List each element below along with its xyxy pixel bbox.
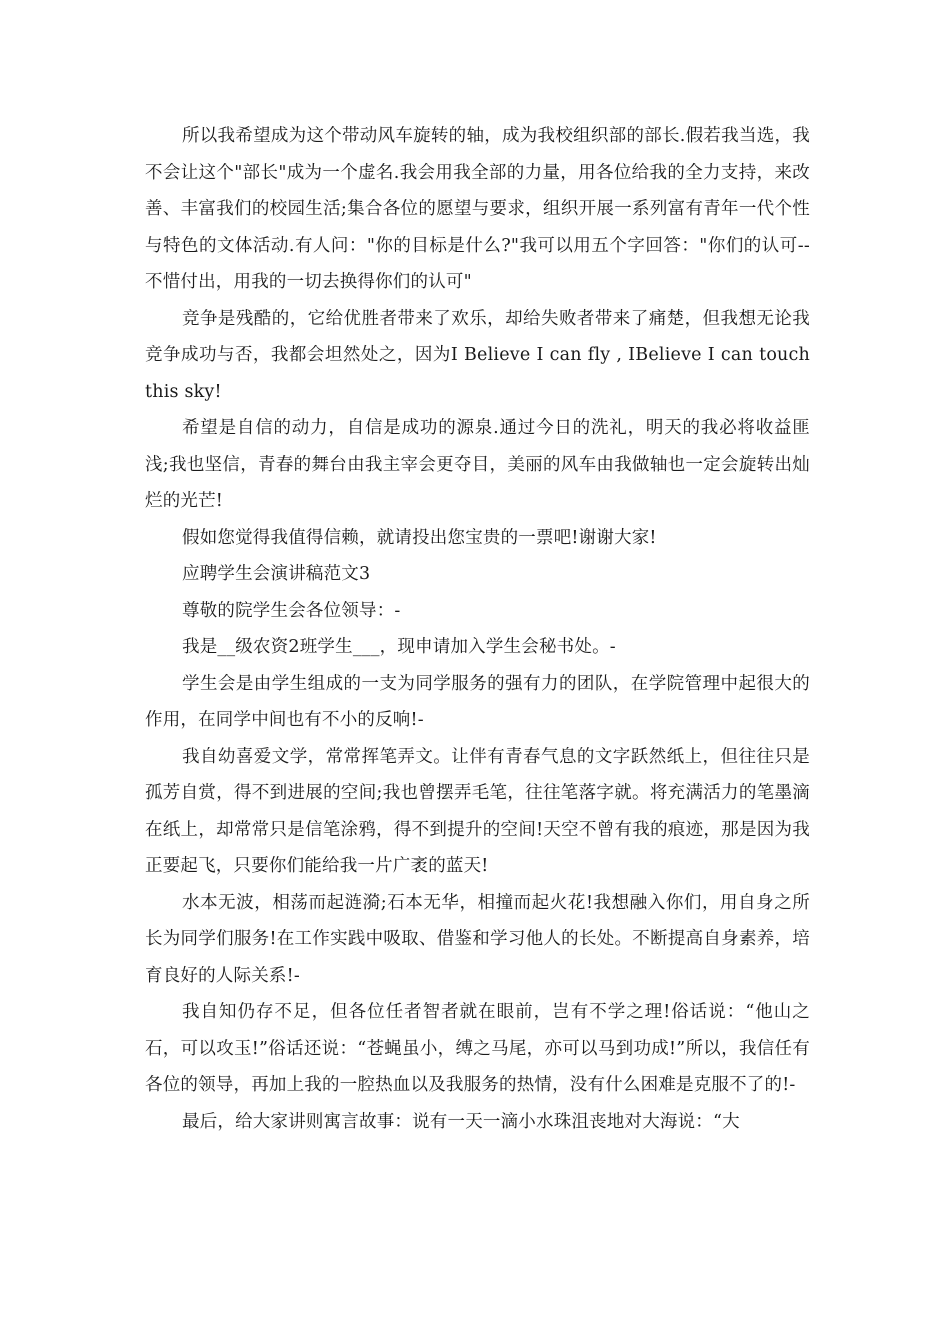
section-heading: 应聘学生会演讲稿范文3 [182, 564, 371, 584]
paragraph-7: 我是__级农资2班学生___，现申请加入学生会秘书处。- [182, 637, 616, 657]
paragraph-12: 最后，给大家讲则寓言故事：说有一天一滴小水珠沮丧地对大海说：“大 [182, 1111, 740, 1132]
paragraph-11: 我自知仍存不足，但各位任者智者就在眼前，岂有不学之理!俗话说：“他山之石，可以攻玉!”俗话还说：“苍蝇虽小，缚之马尾，亦可以马到功成!”所以，我信任有各位的领导，再加上我的一腔热血以及我服务的热情，没有什么困难是克服不了的!- [145, 1002, 810, 1095]
paragraph-9: 我自幼喜爱文学，常常挥笔弄文。让伴有青春气息的文字跃然纸上，但往往只是孤芳自赏，得不到进展的空间;我也曾摆弄毛笔，往往笔落字就。将充满活力的笔墨滴在纸上，却常常只是信笔涂鸦，得不到提升的空间!天空不曾有我的痕迹，那是因为我正要起飞，只要你们能给我一片广袤的蓝天! [145, 746, 810, 876]
paragraph-1: 所以我希望成为这个带动风车旋转的轴，成为我校组织部的部长.假若我当选，我不会让这个"部长"成为一个虚名.我会用我全部的力量，用各位给我的全力支持，来改善、丰富我们的校园生活;集合各位的愿望与要求，组织开展一系列富有青年一代个性与特色的文体活动.有人问："你的目标是什么?"我可以用五个字回答："你们的认可--不惜付出，用我的一切去换得你们的认可" [145, 126, 810, 292]
paragraph-3: 希望是自信的动力，自信是成功的源泉.通过今日的洗礼，明天的我必将收益匪浅;我也坚信，青春的舞台由我主宰会更夺目，美丽的风车由我做轴也一定会旋转出灿烂的光芒! [145, 418, 810, 511]
paragraph-8: 学生会是由学生组成的一支为同学服务的强有力的团队，在学院管理中起很大的作用，在同学中间也有不小的反响!- [145, 673, 810, 730]
paragraph-2: 竞争是残酷的，它给优胜者带来了欢乐，却给失败者带来了痛楚，但我想无论我竞争成功与否，我都会坦然处之，因为I Believe I can fly , IBelieve I can touch this sky! [145, 308, 816, 402]
paragraph-4: 假如您觉得我值得信赖，就请投出您宝贵的一票吧!谢谢大家! [182, 527, 657, 548]
salutation: 尊敬的院学生会各位领导：- [182, 600, 401, 621]
paragraph-10: 水本无波，相荡而起涟漪;石本无华，相撞而起火花!我想融入你们，用自身之所长为同学们服务!在工作实践中吸取、借鉴和学习他人的长处。不断提高自身素养，培育良好的人际关系!- [145, 892, 810, 986]
document-body [145, 118, 816, 1140]
